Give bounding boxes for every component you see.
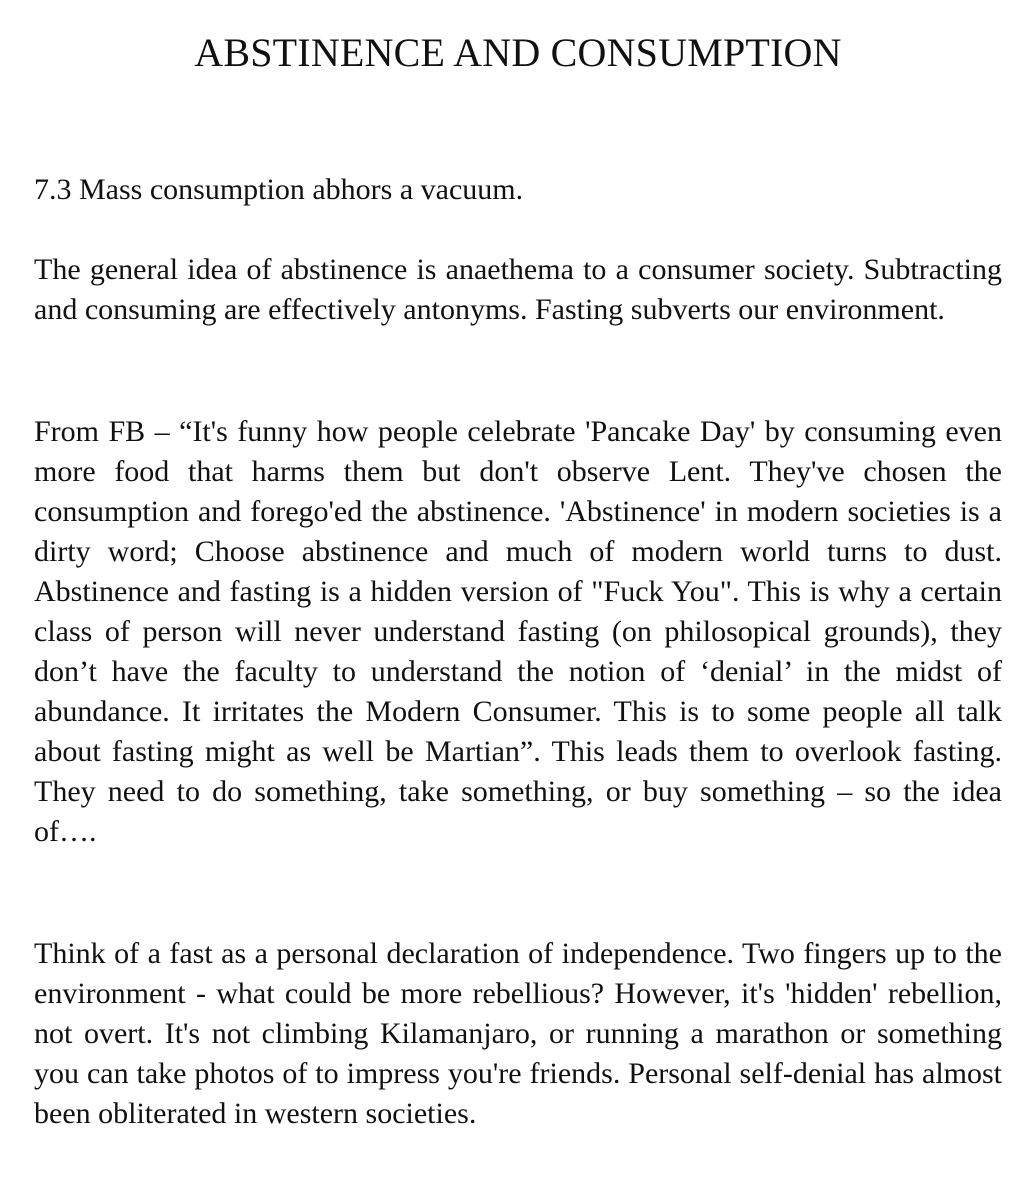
section-heading: 7.3 Mass consumption abhors a vacuum. <box>34 173 524 206</box>
document-page <box>34 0 1002 1130</box>
paragraph-1: The general idea of abstinence is anaethema to a consumer society. Subtracting and consuming are effectively antonyms. Fasting subverts our environment. <box>34 253 1002 326</box>
paragraph-2: From FB – “It's funny how people celebrate 'Pancake Day' by consuming even more food that harms them but don't observe Lent. They've chosen the consumption and forego'ed the abstinence. 'Abstinence' in modern societies is a dirty word; Choose abstinence and much of modern world turns to dust. Abstinence and fasting is a hidden version of "Fuck You". This is why a certain class of person will never understand fasting (on philosopical grounds), they don’t have the faculty to understand the notion of ‘denial’ in the midst of abundance. It irritates the Modern Consumer. This is to some people all talk about fasting might as well be Martian”. This leads them to overlook fasting. They need to do something, take something, or buy something – so the idea of…. <box>34 415 1002 848</box>
paragraph-3: Think of a fast as a personal declaration of independence. Two fingers up to the environment - what could be more rebellious? However, it's 'hidden' rebellion, not overt. It's not climbing Kilamanjaro, or running a marathon or something you can take photos of to impress you're friends. Personal self-denial has almost been obliterated in western societies. <box>34 937 1002 1130</box>
page-title: ABSTINENCE AND CONSUMPTION <box>194 30 842 75</box>
